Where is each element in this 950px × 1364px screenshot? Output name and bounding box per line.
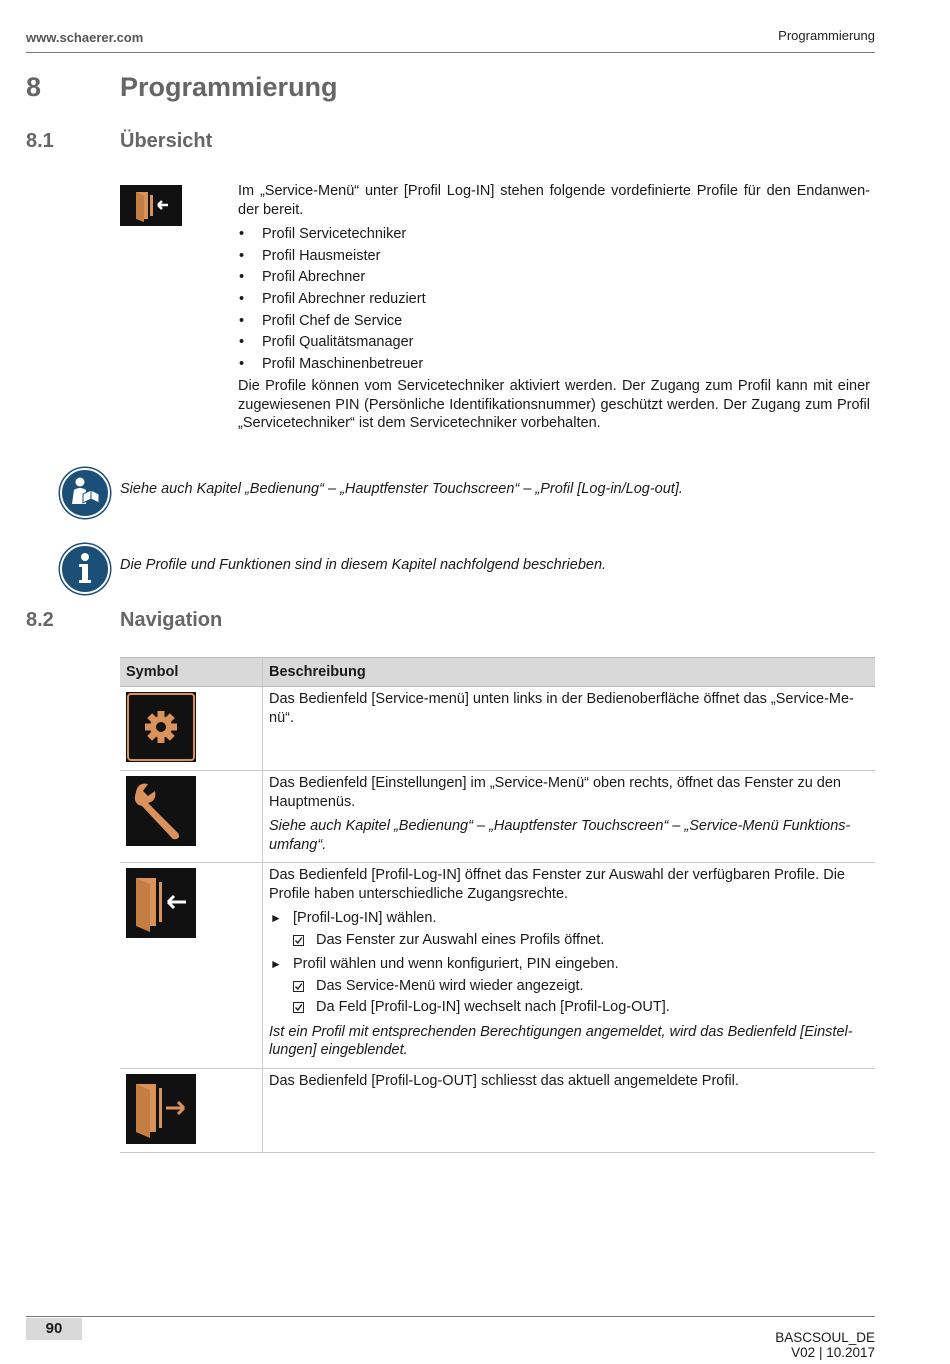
footer-doc-info bbox=[775, 1330, 875, 1360]
result-2a bbox=[269, 977, 869, 996]
table-row bbox=[120, 863, 875, 1069]
chapter-title: Programmierung bbox=[120, 72, 338, 102]
see-also-note: Siehe auch Kapitel „Bedienung“ – „Hauptfenster Touchscreen“ – „Profil [Log-in/Log-out]. bbox=[120, 481, 683, 497]
description-text: Das Bedienfeld [Service-menü] unten links in der Bedienoberfläche öffnet das „Service-Me-nü“. bbox=[269, 691, 854, 726]
permission-note: Ist ein Profil mit entsprechenden Berechtigungen angemeldet, wird das Bedienfeld [Einstel-lungen] eingeblendet. bbox=[269, 1023, 853, 1058]
navigation-table bbox=[120, 657, 875, 1153]
page-number: 90 bbox=[26, 1318, 82, 1340]
table-row bbox=[120, 1068, 875, 1152]
result-text: Da Feld [Profil-Log-IN] wechselt nach [Profil-Log-OUT]. bbox=[316, 999, 670, 1015]
manual-icon bbox=[60, 468, 110, 518]
column-header-description: Beschreibung bbox=[263, 658, 876, 687]
document-version: V02 | 10.2017 bbox=[791, 1345, 875, 1360]
table-header-row bbox=[120, 658, 875, 687]
list-item: • Profil Servicetechniker bbox=[238, 225, 870, 247]
login-door-icon bbox=[126, 868, 196, 938]
login-door-icon bbox=[120, 185, 182, 226]
column-header-symbol: Symbol bbox=[120, 658, 263, 687]
step-arrow-icon: ► bbox=[270, 911, 282, 925]
section-number-8-1: 8.1 bbox=[26, 130, 54, 152]
result-2b bbox=[269, 998, 869, 1017]
footer-divider bbox=[26, 1316, 875, 1317]
header-divider bbox=[26, 52, 875, 53]
result-1 bbox=[269, 931, 869, 950]
intro-text: Im „Service-Menü“ unter [Profil Log-IN] stehen folgende vordefinierte Profile für den Endanwen-der bereit. bbox=[238, 183, 870, 218]
description-text: Das Bedienfeld [Profil-Log-OUT] schliesst das aktuell angemeldete Profil. bbox=[269, 1072, 739, 1089]
checkbox-checked-icon bbox=[293, 935, 304, 946]
step-text: [Profil-Log-IN] wählen. bbox=[293, 910, 437, 926]
see-also-text: Siehe auch Kapitel „Bedienung“ – „Hauptfenster Touchscreen“ – „Service-Menü Funktions-umfang“. bbox=[269, 818, 851, 853]
symbol-cell bbox=[120, 863, 263, 1069]
symbol-cell bbox=[120, 771, 263, 863]
description-text: Das Bedienfeld [Profil-Log-IN] öffnet das Fenster zur Auswahl der verfügbaren Profile. Die Profile haben unterschiedliche Zugangsrechte. bbox=[269, 867, 845, 902]
description-text: Das Bedienfeld [Einstellungen] im „Service-Menü“ oben rechts, öffnet das Fenster zu den Hauptmenüs. bbox=[269, 775, 841, 810]
list-item: • Profil Abrechner bbox=[238, 268, 870, 290]
logout-door-icon bbox=[126, 1074, 196, 1144]
step-1 bbox=[269, 909, 869, 928]
list-item: • Profil Chef de Service bbox=[238, 312, 870, 334]
gear-icon bbox=[126, 692, 196, 762]
section-title-8-1: Übersicht bbox=[120, 130, 213, 152]
description-cell bbox=[263, 771, 876, 863]
step-2 bbox=[269, 955, 869, 974]
symbol-cell bbox=[120, 1068, 263, 1152]
description-cell bbox=[263, 863, 876, 1069]
list-item: • Profil Hausmeister bbox=[238, 247, 870, 269]
document-id: BASCSOUL_DE bbox=[775, 1330, 875, 1345]
list-item: • Profil Abrechner reduziert bbox=[238, 290, 870, 312]
info-icon bbox=[60, 544, 110, 594]
list-item: • Profil Qualitätsmanager bbox=[238, 333, 870, 355]
list-item: • Profil Maschinenbetreuer bbox=[238, 355, 870, 377]
symbol-cell bbox=[120, 687, 263, 771]
info-note: Die Profile und Funktionen sind in diesem Kapitel nachfolgend beschrieben. bbox=[120, 557, 607, 573]
profile-list bbox=[238, 225, 870, 377]
chapter-number: 8 bbox=[26, 72, 42, 102]
header-url: www.schaerer.com bbox=[26, 30, 144, 45]
outro-text: Die Profile können vom Servicetechniker aktiviert werden. Der Zugang zum Profil kann mit einer zugewiesenen PIN (Persönliche Identifikationsnummer) geschützt werden. Der Zugang zum Profil „Servicetechniker“ ist dem Servicetechniker vorbehalten. bbox=[238, 378, 870, 431]
step-text: Profil wählen und wenn konfiguriert, PIN eingeben. bbox=[293, 956, 619, 972]
checkbox-checked-icon bbox=[293, 1002, 304, 1013]
result-text: Das Fenster zur Auswahl eines Profils öffnet. bbox=[316, 931, 605, 948]
header-section: Programmierung bbox=[778, 28, 875, 43]
description-cell bbox=[263, 1068, 876, 1152]
result-text: Das Service-Menü wird wieder angezeigt. bbox=[316, 977, 584, 994]
wrench-icon bbox=[126, 776, 196, 846]
section-number-8-2: 8.2 bbox=[26, 609, 54, 631]
step-arrow-icon: ► bbox=[270, 957, 282, 971]
checkbox-checked-icon bbox=[293, 981, 304, 992]
login-symbol bbox=[120, 185, 182, 226]
table-row bbox=[120, 771, 875, 863]
table-row bbox=[120, 687, 875, 771]
section-title-8-2: Navigation bbox=[120, 609, 223, 631]
description-cell bbox=[263, 687, 876, 771]
